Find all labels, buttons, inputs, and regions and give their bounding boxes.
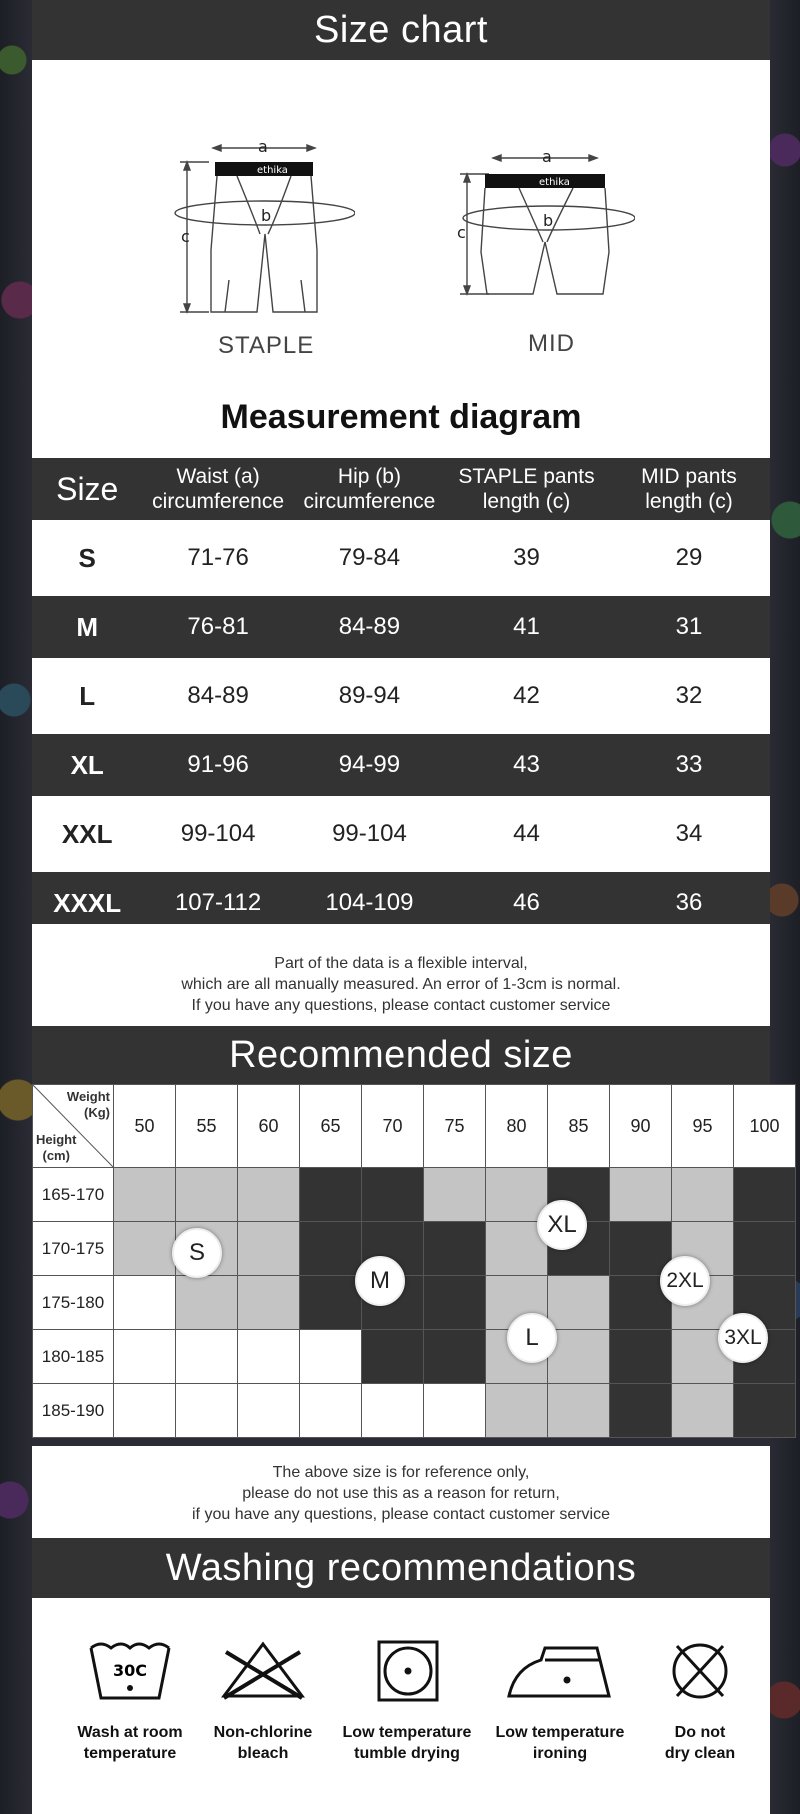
weight-header-cell: 75 xyxy=(424,1085,486,1168)
grid-cell xyxy=(114,1330,176,1384)
size-cell: M xyxy=(32,596,142,658)
measurement-diagram-title: Measurement diagram xyxy=(220,398,582,436)
iron-icon xyxy=(505,1638,615,1704)
grid-cell xyxy=(734,1168,796,1222)
weight-header-cell: 100 xyxy=(734,1085,796,1168)
weight-header-cell: 65 xyxy=(300,1085,362,1168)
staple-waist-marker: a xyxy=(258,137,268,156)
size-table xyxy=(32,458,770,934)
wash-item-tumble-dry xyxy=(332,1638,482,1764)
weight-header-cell: 70 xyxy=(362,1085,424,1168)
grid-cell xyxy=(176,1276,238,1330)
waist-cell: 107-112 xyxy=(142,872,293,934)
waist-cell: 84-89 xyxy=(142,658,293,734)
wash-tub-icon xyxy=(85,1638,175,1704)
size-badge-l: L xyxy=(507,1313,557,1363)
size-row-xl xyxy=(32,734,770,796)
hip-cell: 84-89 xyxy=(294,596,445,658)
wash-label-line1: Wash at room xyxy=(77,1724,183,1741)
wash-label xyxy=(485,1722,635,1764)
weight-row xyxy=(33,1085,796,1168)
wash-label-line1: Do not xyxy=(674,1724,726,1741)
height-row xyxy=(33,1330,796,1384)
grid-cell xyxy=(238,1222,300,1276)
grid-cell xyxy=(238,1330,300,1384)
mid-header-line1: MID pants xyxy=(641,465,737,488)
wash-label-line2: tumble drying xyxy=(354,1745,460,1762)
rec-note-line3: if you have any questions, please contact customer service xyxy=(192,1506,610,1523)
grid-cell xyxy=(300,1384,362,1438)
grid-cell xyxy=(300,1276,362,1330)
mid-waist-marker: a xyxy=(542,147,552,166)
height-label-cell: 185-190 xyxy=(33,1384,114,1438)
waist-cell: 99-104 xyxy=(142,796,293,872)
wash-label xyxy=(55,1722,205,1764)
grid-cell xyxy=(486,1384,548,1438)
size-badge-m: M xyxy=(355,1256,405,1306)
grid-cell xyxy=(300,1330,362,1384)
wash-label-line1: Low temperature xyxy=(342,1724,472,1741)
weight-header-cell: 95 xyxy=(672,1085,734,1168)
weight-axis-label xyxy=(67,1089,110,1121)
rec-note-line1: The above size is for reference only, xyxy=(272,1464,530,1481)
weight-header-cell: 80 xyxy=(486,1085,548,1168)
mid-hip-marker: b xyxy=(543,211,554,230)
mid-shorts-diagram xyxy=(445,142,635,302)
staple-length-header xyxy=(445,458,608,520)
hip-cell: 94-99 xyxy=(294,734,445,796)
grid-cell xyxy=(114,1222,176,1276)
size-badge-2xl: 2XL xyxy=(660,1256,710,1306)
wash-label xyxy=(625,1722,775,1764)
wash-temp-text: 30C xyxy=(112,1661,148,1680)
size-chart-title: Size chart xyxy=(314,8,488,51)
grid-cell xyxy=(610,1222,672,1276)
size-row-m xyxy=(32,596,770,658)
grid-cell xyxy=(300,1168,362,1222)
hip-cell: 89-94 xyxy=(294,658,445,734)
wash-label-line2: dry clean xyxy=(664,1745,736,1762)
staple-cell: 43 xyxy=(445,734,608,796)
size-cell: XXL xyxy=(32,796,142,872)
weight-header-cell: 90 xyxy=(610,1085,672,1168)
size-row-xxl xyxy=(32,796,770,872)
rec-note-line2: please do not use this as a reason for return, xyxy=(242,1485,560,1502)
size-row-s xyxy=(32,520,770,596)
size-cell: XXXL xyxy=(32,872,142,934)
table-note-line3: If you have any questions, please contact customer service xyxy=(191,997,611,1014)
grid-cell xyxy=(424,1384,486,1438)
grid-cell xyxy=(424,1222,486,1276)
size-table-header-row xyxy=(32,458,770,520)
mid-cell: 31 xyxy=(608,596,770,658)
waist-cell: 71-76 xyxy=(142,520,293,596)
grid-cell xyxy=(238,1384,300,1438)
height-row xyxy=(33,1384,796,1438)
mid-brand-text: ethika xyxy=(539,177,570,188)
grid-cell xyxy=(114,1276,176,1330)
height-axis-label xyxy=(36,1132,76,1164)
size-header: Size xyxy=(32,458,142,520)
tumble-dry-icon xyxy=(362,1638,452,1704)
washing-title: Washing recommendations xyxy=(165,1546,637,1589)
wash-label-line1: Low temperature xyxy=(495,1724,625,1741)
staple-label: STAPLE xyxy=(218,332,315,359)
staple-cell: 39 xyxy=(445,520,608,596)
wash-label-line1: Non-chlorine xyxy=(213,1724,313,1741)
staple-hip-marker: b xyxy=(261,206,272,225)
grid-cell xyxy=(176,1168,238,1222)
size-cell: XL xyxy=(32,734,142,796)
hip-cell: 104-109 xyxy=(294,872,445,934)
height-label-line1: Height xyxy=(36,1132,77,1147)
rec-note xyxy=(32,1462,770,1525)
size-row-l xyxy=(32,658,770,734)
recommended-size-header xyxy=(32,1026,770,1084)
corner-cell xyxy=(33,1085,114,1168)
height-label-line2: (cm) xyxy=(42,1148,70,1163)
height-label-cell: 180-185 xyxy=(33,1330,114,1384)
grid-cell xyxy=(424,1168,486,1222)
staple-cell: 46 xyxy=(445,872,608,934)
grid-cell xyxy=(610,1384,672,1438)
weight-header-cell: 85 xyxy=(548,1085,610,1168)
waist-cell: 91-96 xyxy=(142,734,293,796)
hip-header-line1: Hip (b) xyxy=(337,465,401,488)
size-cell: S xyxy=(32,520,142,596)
hip-header xyxy=(294,458,445,520)
staple-brand-text: ethika xyxy=(257,165,288,176)
grid-cell xyxy=(114,1168,176,1222)
height-label-cell: 165-170 xyxy=(33,1168,114,1222)
mid-header-line2: length (c) xyxy=(645,490,733,513)
wash-item-ironing xyxy=(485,1638,635,1764)
wash-label-line2: bleach xyxy=(237,1745,289,1762)
grid-cell xyxy=(176,1330,238,1384)
mid-cell: 36 xyxy=(608,872,770,934)
staple-shorts-diagram xyxy=(165,130,355,330)
staple-header-line2: length (c) xyxy=(482,490,571,513)
weight-header-cell: 50 xyxy=(114,1085,176,1168)
grid-cell xyxy=(300,1222,362,1276)
weight-label-line1: Weight xyxy=(66,1089,110,1104)
mid-cell: 34 xyxy=(608,796,770,872)
grid-cell xyxy=(424,1330,486,1384)
grid-cell xyxy=(548,1384,610,1438)
hip-cell: 79-84 xyxy=(294,520,445,596)
wash-label xyxy=(332,1722,482,1764)
wash-item-room-temp xyxy=(55,1638,205,1764)
size-chart-header xyxy=(32,0,770,60)
staple-header-line1: STAPLE pants xyxy=(458,465,595,488)
grid-cell xyxy=(114,1384,176,1438)
grid-cell xyxy=(610,1330,672,1384)
grid-cell xyxy=(610,1168,672,1222)
size-badge-3xl: 3XL xyxy=(718,1313,768,1363)
crossed-triangle-icon xyxy=(218,1638,308,1704)
hip-header-line2: circumference xyxy=(303,490,436,513)
height-label-cell: 175-180 xyxy=(33,1276,114,1330)
weight-header-cell: 55 xyxy=(176,1085,238,1168)
grid-cell xyxy=(672,1168,734,1222)
table-note-line1: Part of the data is a flexible interval, xyxy=(274,955,528,972)
staple-cell: 44 xyxy=(445,796,608,872)
grid-cell xyxy=(548,1276,610,1330)
wash-label xyxy=(188,1722,338,1764)
weight-label-line2: (Kg) xyxy=(84,1105,110,1120)
staple-cell: 41 xyxy=(445,596,608,658)
grid-cell xyxy=(176,1384,238,1438)
waist-header-line1: Waist (a) xyxy=(176,465,260,488)
grid-cell xyxy=(362,1330,424,1384)
grid-cell xyxy=(238,1276,300,1330)
weight-header-cell: 60 xyxy=(238,1085,300,1168)
grid-cell xyxy=(672,1384,734,1438)
waist-header xyxy=(142,458,293,520)
mid-label: MID xyxy=(528,330,575,357)
height-label-cell: 170-175 xyxy=(33,1222,114,1276)
waist-cell: 76-81 xyxy=(142,596,293,658)
grid-cell xyxy=(734,1384,796,1438)
crossed-circle-icon xyxy=(655,1638,745,1704)
mid-cell: 33 xyxy=(608,734,770,796)
grid-cell xyxy=(734,1222,796,1276)
table-note xyxy=(32,953,770,1016)
wash-label-line2: ironing xyxy=(532,1745,588,1762)
wash-item-bleach xyxy=(188,1638,338,1764)
size-cell: L xyxy=(32,658,142,734)
table-note-line2: which are all manually measured. An error of 1-3cm is normal. xyxy=(181,976,621,993)
grid-cell xyxy=(238,1168,300,1222)
staple-cell: 42 xyxy=(445,658,608,734)
mid-length-marker: c xyxy=(457,223,466,242)
mid-cell: 29 xyxy=(608,520,770,596)
grid-cell xyxy=(362,1168,424,1222)
hip-cell: 99-104 xyxy=(294,796,445,872)
waist-header-line2: circumference xyxy=(152,490,285,513)
mid-cell: 32 xyxy=(608,658,770,734)
height-row xyxy=(33,1168,796,1222)
size-badge-s: S xyxy=(172,1228,222,1278)
grid-cell xyxy=(424,1276,486,1330)
grid-cell xyxy=(362,1384,424,1438)
recommended-size-title: Recommended size xyxy=(229,1033,573,1076)
size-badge-xl: XL xyxy=(537,1200,587,1250)
wash-item-dry-clean xyxy=(625,1638,775,1764)
washing-header xyxy=(32,1538,770,1598)
staple-length-marker: c xyxy=(181,227,190,246)
wash-label-line2: temperature xyxy=(83,1745,177,1762)
grid-cell xyxy=(486,1168,548,1222)
mid-length-header xyxy=(608,458,770,520)
